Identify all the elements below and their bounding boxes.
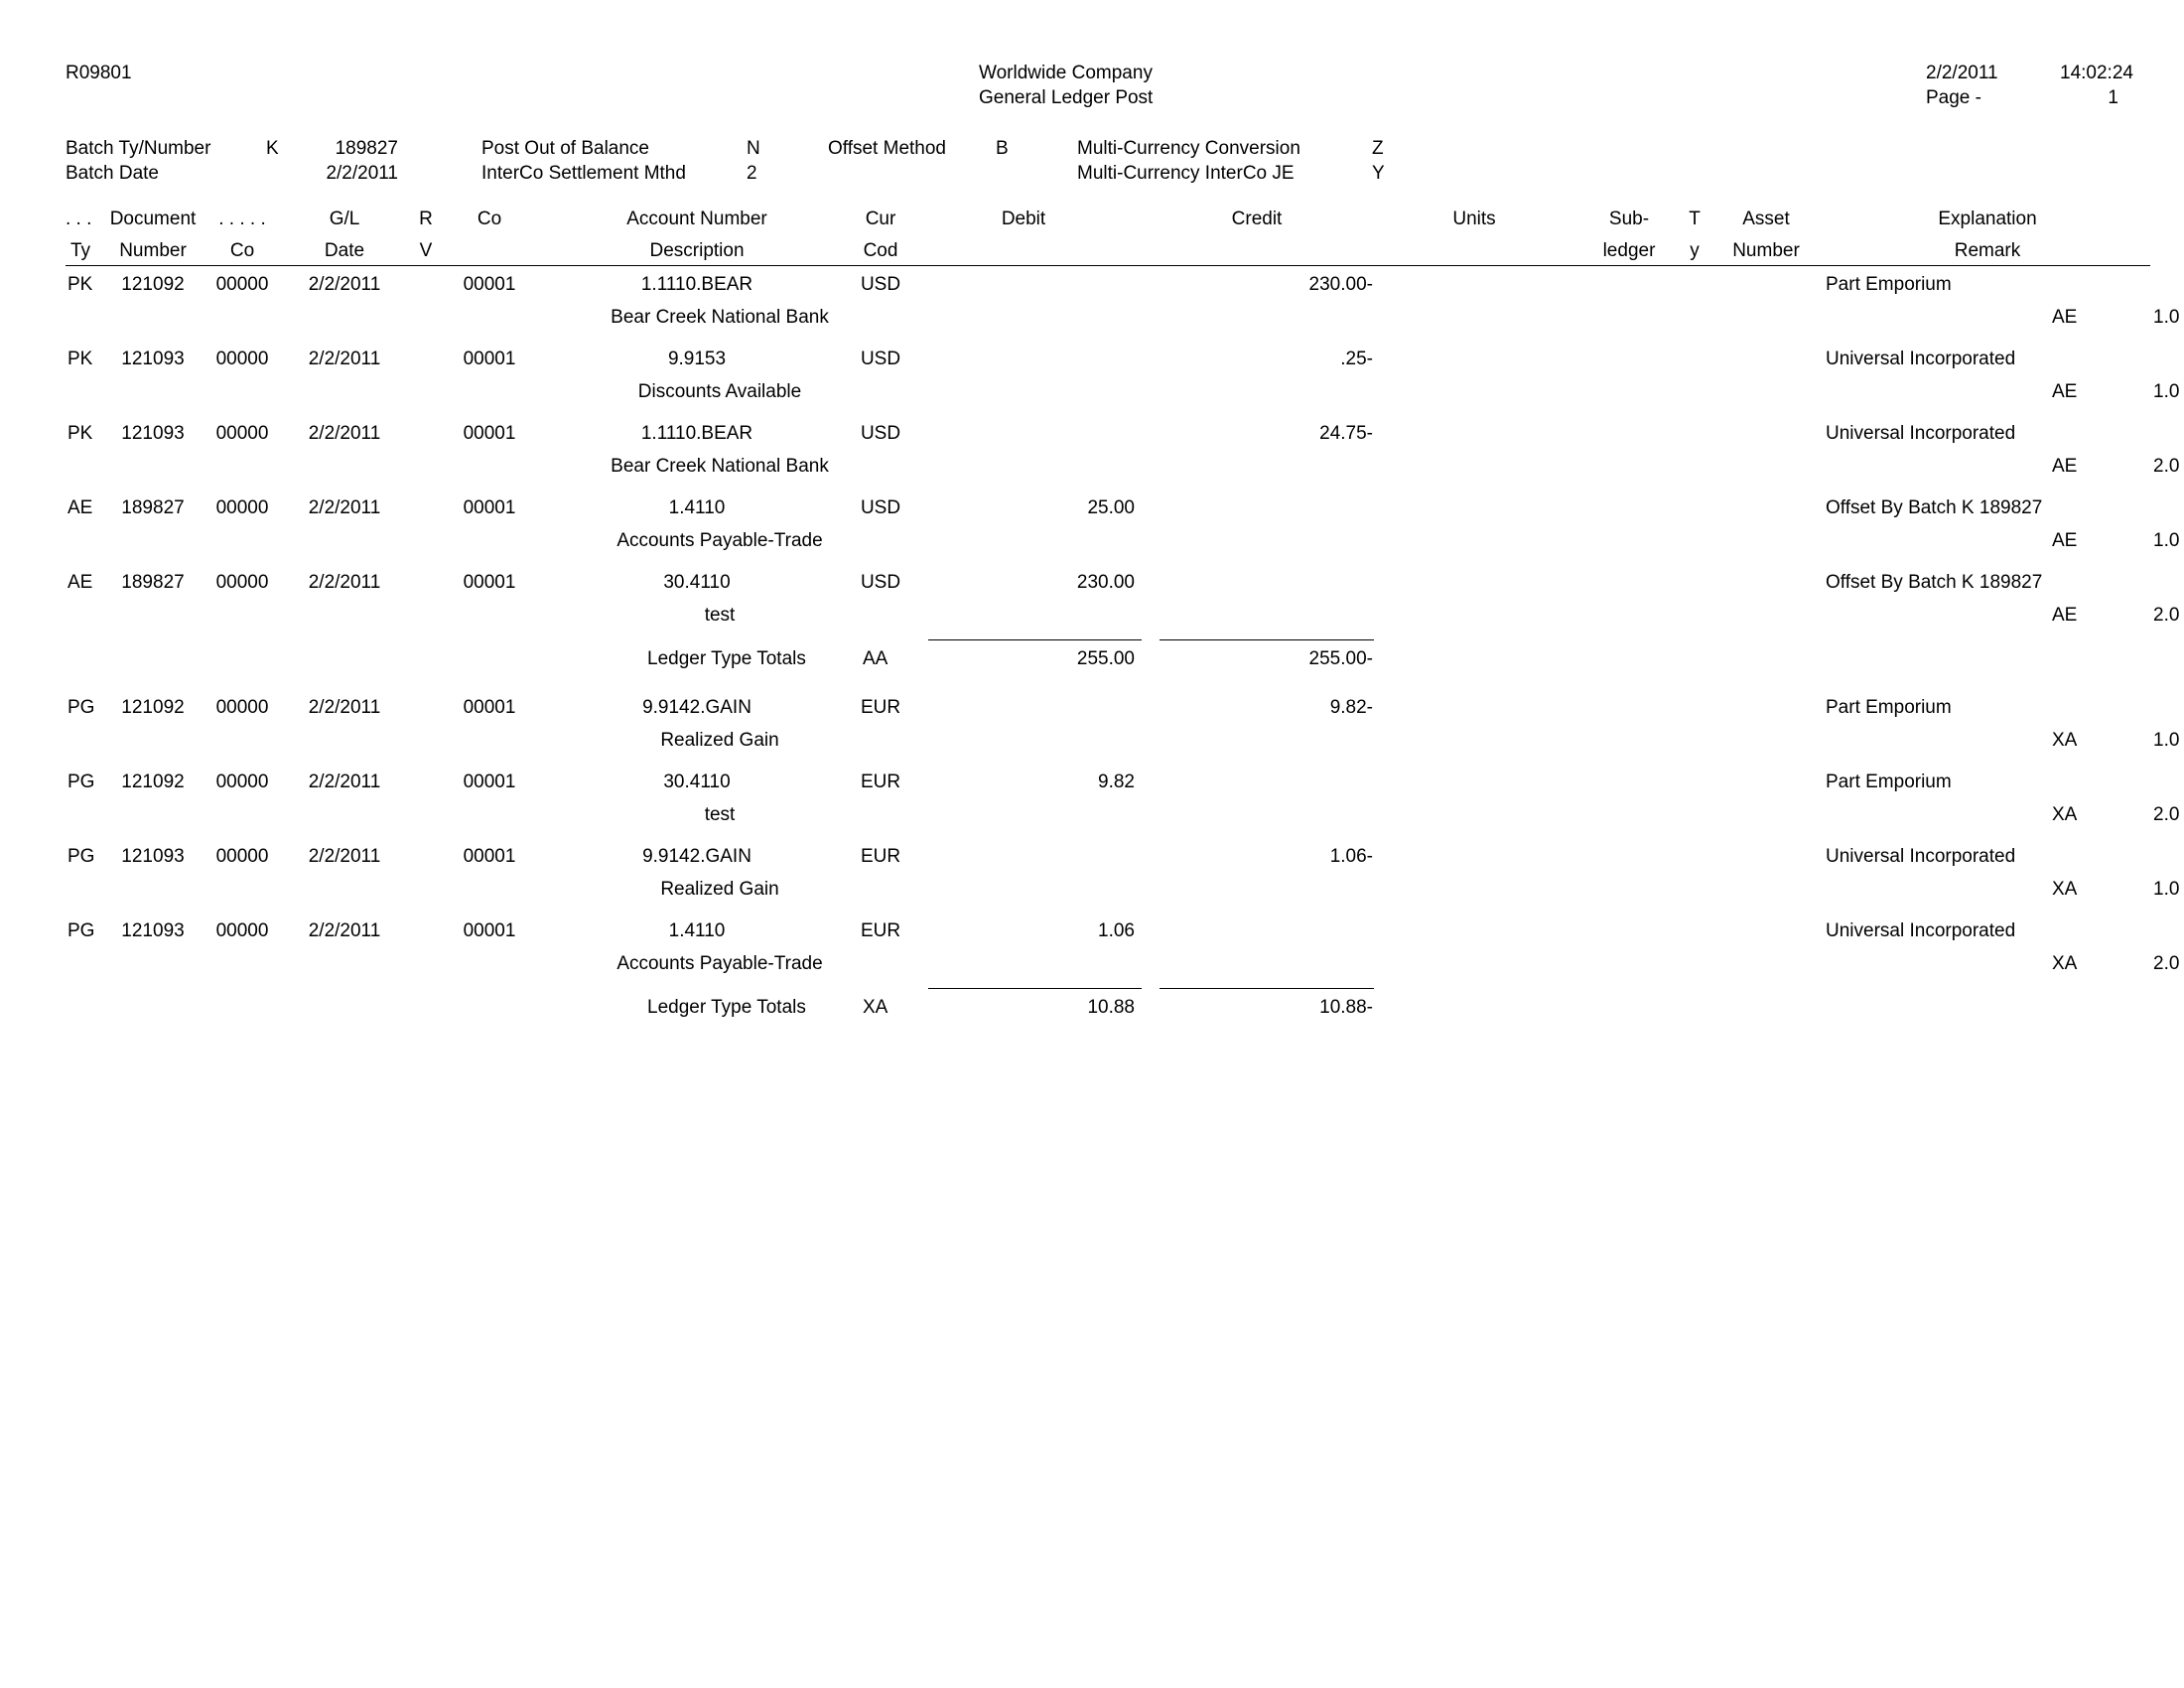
entry-doc-type: PK [68, 274, 93, 295]
entry-explanation: Part Emporium [1826, 697, 1952, 718]
report-date: 2/2/2011 [1926, 63, 1998, 83]
col-account-number: Account Number [626, 209, 767, 229]
entry-description: test [704, 804, 736, 825]
entry-company: 00001 [463, 497, 516, 518]
entry-ledger-type: XA [2052, 879, 2078, 900]
col-doc-number-top: Document [109, 209, 197, 229]
total-credit: 10.88- [1319, 997, 1373, 1018]
report-time: 14:02:24 [2060, 63, 2133, 83]
col-doc-ty-top: . . . [66, 209, 92, 229]
col-co: Co [477, 209, 502, 229]
total-label: Ledger Type Totals [647, 648, 806, 669]
entry-currency: USD [860, 572, 901, 593]
col-subledger-top: Sub- [1608, 209, 1650, 229]
entry-debit: 9.82 [1098, 772, 1135, 792]
col-explanation: Explanation [1938, 209, 2037, 229]
entry-description: Discounts Available [637, 381, 802, 402]
entry-explanation: Offset By Batch K 189827 [1826, 497, 2043, 518]
entry-currency: EUR [860, 772, 901, 792]
entry-gl-date: 2/2/2011 [308, 846, 381, 867]
entry-explanation: Universal Incorporated [1826, 349, 2016, 369]
entry-account-number: 1.4110 [668, 920, 726, 941]
col-units: Units [1452, 209, 1496, 229]
entry-doc-number: 121093 [121, 423, 185, 444]
entry-line-number: 2.0 [2153, 605, 2180, 626]
entry-doc-number: 121092 [121, 697, 185, 718]
entry-doc-number: 189827 [121, 572, 185, 593]
entry-company: 00001 [463, 920, 516, 941]
total-ledger-type: XA [863, 997, 888, 1018]
ledger-entry-row [0, 349, 2184, 418]
offset-method-value: B [996, 138, 1009, 159]
entry-doc-type: PG [68, 772, 95, 792]
entry-doc-type: PG [68, 697, 95, 718]
entry-currency: EUR [860, 697, 901, 718]
col-currency-top: Cur [865, 209, 896, 229]
total-label: Ledger Type Totals [647, 997, 806, 1018]
report-id: R09801 [66, 63, 132, 83]
entry-credit: 230.00- [1308, 274, 1373, 295]
entry-doc-company: 00000 [215, 572, 269, 593]
entry-doc-company: 00000 [215, 772, 269, 792]
col-rv-top: R [419, 209, 433, 229]
entry-company: 00001 [463, 697, 516, 718]
entry-line-number: 1.0 [2153, 879, 2180, 900]
entry-company: 00001 [463, 423, 516, 444]
total-credit: 255.00- [1308, 648, 1373, 669]
total-debit: 255.00 [1076, 648, 1135, 669]
entry-account-number: 9.9142.GAIN [642, 697, 751, 718]
ledger-entry-row [0, 846, 2184, 915]
col-type: y [1690, 240, 1700, 261]
entry-currency: USD [860, 497, 901, 518]
page-label: Page - [1926, 87, 1981, 108]
entry-description: Bear Creek National Bank [611, 307, 829, 328]
multi-currency-interco-label: Multi-Currency InterCo JE [1077, 163, 1295, 184]
entry-currency: USD [860, 274, 901, 295]
multi-currency-conversion-label: Multi-Currency Conversion [1077, 138, 1300, 159]
entry-currency: USD [860, 349, 901, 369]
entry-description: Accounts Payable-Trade [616, 530, 823, 551]
entry-doc-company: 00000 [215, 423, 269, 444]
entry-gl-date: 2/2/2011 [308, 349, 381, 369]
entry-doc-number: 121093 [121, 349, 185, 369]
col-credit: Credit [1231, 209, 1283, 229]
total-ledger-type: AA [863, 648, 888, 669]
post-out-of-balance-label: Post Out of Balance [481, 138, 649, 159]
entry-company: 00001 [463, 572, 516, 593]
entry-company: 00001 [463, 772, 516, 792]
entry-account-number: 30.4110 [663, 772, 731, 792]
entry-description: test [704, 605, 736, 626]
entry-doc-number: 121092 [121, 772, 185, 792]
col-asset-top: Asset [1742, 209, 1790, 229]
entry-currency: EUR [860, 920, 901, 941]
debit-total-rule [928, 988, 1142, 989]
entry-ledger-type: AE [2052, 307, 2078, 328]
entry-ledger-type: AE [2052, 456, 2078, 477]
multi-currency-interco-value: Y [1372, 163, 1385, 184]
col-subledger: ledger [1602, 240, 1656, 261]
entry-credit: 24.75- [1319, 423, 1373, 444]
entry-doc-type: PK [68, 349, 93, 369]
entry-credit: .25- [1340, 349, 1373, 369]
ledger-entry-row [0, 423, 2184, 492]
col-asset: Number [1732, 240, 1800, 261]
header-divider [66, 265, 2150, 266]
entry-line-number: 1.0 [2153, 307, 2180, 328]
credit-total-rule [1160, 988, 1374, 989]
col-type-top: T [1689, 209, 1701, 229]
entry-doc-company: 00000 [215, 497, 269, 518]
entry-doc-type: PK [68, 423, 93, 444]
entry-gl-date: 2/2/2011 [308, 697, 381, 718]
col-doc-ty: Ty [70, 240, 91, 261]
ledger-type-total-row [0, 997, 2184, 1066]
col-gl-date: Date [324, 240, 365, 261]
page-number: 1 [2108, 87, 2118, 108]
entry-doc-number: 121093 [121, 920, 185, 941]
col-description: Description [649, 240, 745, 261]
entry-gl-date: 2/2/2011 [308, 274, 381, 295]
col-debit: Debit [1001, 209, 1046, 229]
entry-explanation: Part Emporium [1826, 274, 1952, 295]
entry-description: Realized Gain [660, 879, 779, 900]
entry-account-number: 9.9142.GAIN [642, 846, 751, 867]
entry-line-number: 1.0 [2153, 530, 2180, 551]
entry-gl-date: 2/2/2011 [308, 920, 381, 941]
post-out-of-balance-value: N [747, 138, 760, 159]
entry-account-number: 1.4110 [668, 497, 726, 518]
col-remark: Remark [1954, 240, 2021, 261]
entry-ledger-type: AE [2052, 605, 2078, 626]
ledger-entry-row [0, 497, 2184, 567]
entry-explanation: Universal Incorporated [1826, 920, 2016, 941]
credit-total-rule [1160, 639, 1374, 640]
entry-gl-date: 2/2/2011 [308, 497, 381, 518]
entry-ledger-type: XA [2052, 730, 2078, 751]
col-gl-date-top: G/L [329, 209, 360, 229]
col-currency: Cod [863, 240, 898, 261]
batch-number: 189827 [335, 138, 398, 159]
entry-company: 00001 [463, 274, 516, 295]
batch-ty: K [266, 138, 279, 159]
entry-doc-company: 00000 [215, 846, 269, 867]
entry-doc-number: 189827 [121, 497, 185, 518]
entry-explanation: Universal Incorporated [1826, 846, 2016, 867]
entry-doc-company: 00000 [215, 697, 269, 718]
entry-gl-date: 2/2/2011 [308, 572, 381, 593]
entry-currency: USD [860, 423, 901, 444]
col-doc-co: Co [229, 240, 255, 261]
entry-ledger-type: XA [2052, 953, 2078, 974]
entry-explanation: Offset By Batch K 189827 [1826, 572, 2043, 593]
entry-doc-company: 00000 [215, 274, 269, 295]
offset-method-label: Offset Method [828, 138, 946, 159]
entry-line-number: 2.0 [2153, 804, 2180, 825]
entry-line-number: 1.0 [2153, 381, 2180, 402]
ledger-entry-row [0, 572, 2184, 641]
entry-ledger-type: XA [2052, 804, 2078, 825]
batch-date: 2/2/2011 [326, 163, 398, 184]
entry-gl-date: 2/2/2011 [308, 772, 381, 792]
entry-doc-number: 121092 [121, 274, 185, 295]
entry-line-number: 2.0 [2153, 953, 2180, 974]
entry-debit: 230.00 [1076, 572, 1135, 593]
interco-settlement-label: InterCo Settlement Mthd [481, 163, 686, 184]
batch-date-label: Batch Date [66, 163, 159, 184]
entry-ledger-type: AE [2052, 381, 2078, 402]
entry-credit: 1.06- [1329, 846, 1373, 867]
col-doc-co-top: . . . . . [218, 209, 266, 229]
ledger-entry-row [0, 772, 2184, 841]
col-doc-number: Number [119, 240, 187, 261]
entry-doc-type: AE [68, 497, 93, 518]
ledger-entry-row [0, 920, 2184, 990]
entry-description: Accounts Payable-Trade [616, 953, 823, 974]
entry-debit: 25.00 [1087, 497, 1135, 518]
entry-explanation: Universal Incorporated [1826, 423, 2016, 444]
entry-description: Realized Gain [660, 730, 779, 751]
total-debit: 10.88 [1087, 997, 1135, 1018]
entry-account-number: 1.1110.BEAR [640, 423, 753, 444]
entry-currency: EUR [860, 846, 901, 867]
company-name: Worldwide Company [979, 63, 1153, 83]
entry-line-number: 2.0 [2153, 456, 2180, 477]
entry-credit: 9.82- [1329, 697, 1373, 718]
entry-account-number: 30.4110 [663, 572, 731, 593]
report-title: General Ledger Post [979, 87, 1154, 108]
entry-company: 00001 [463, 349, 516, 369]
interco-settlement-value: 2 [747, 163, 757, 184]
col-rv: V [419, 240, 433, 261]
entry-doc-type: AE [68, 572, 93, 593]
entry-explanation: Part Emporium [1826, 772, 1952, 792]
entry-gl-date: 2/2/2011 [308, 423, 381, 444]
multi-currency-conversion-value: Z [1372, 138, 1384, 159]
entry-description: Bear Creek National Bank [611, 456, 829, 477]
entry-debit: 1.06 [1098, 920, 1135, 941]
ledger-type-total-row [0, 648, 2184, 718]
entry-company: 00001 [463, 846, 516, 867]
entry-doc-type: PG [68, 846, 95, 867]
entry-doc-company: 00000 [215, 920, 269, 941]
debit-total-rule [928, 639, 1142, 640]
entry-account-number: 1.1110.BEAR [640, 274, 753, 295]
entry-doc-type: PG [68, 920, 95, 941]
entry-doc-company: 00000 [215, 349, 269, 369]
batch-ty-number-label: Batch Ty/Number [66, 138, 211, 159]
entry-ledger-type: AE [2052, 530, 2078, 551]
entry-line-number: 1.0 [2153, 730, 2180, 751]
ledger-entry-row [0, 274, 2184, 344]
entry-doc-number: 121093 [121, 846, 185, 867]
entry-account-number: 9.9153 [667, 349, 727, 369]
